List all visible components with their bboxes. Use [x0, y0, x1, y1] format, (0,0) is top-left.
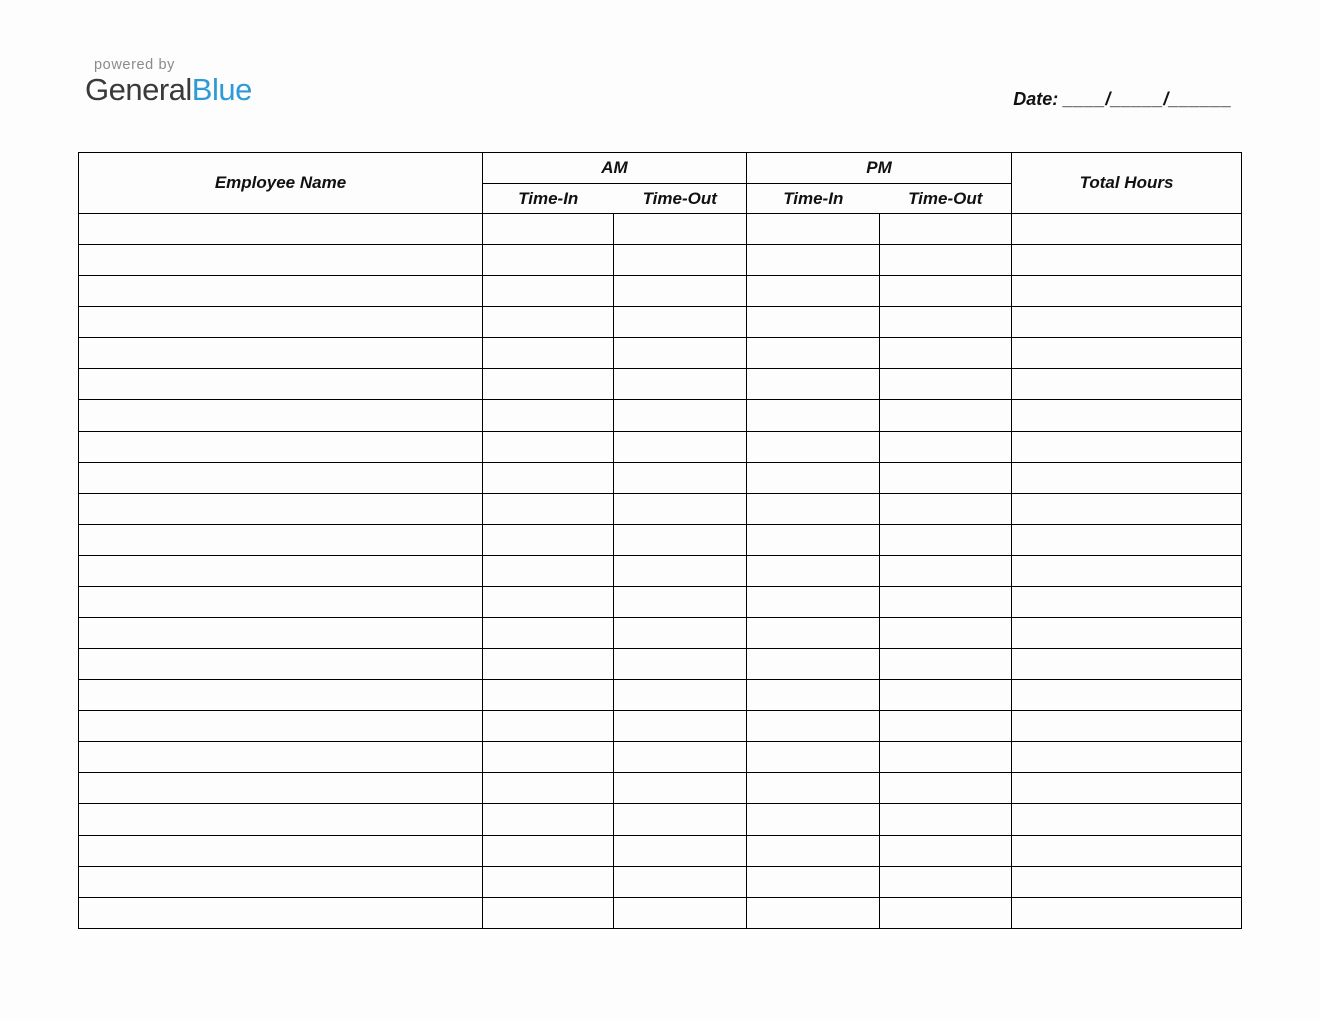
cell-am-time-out[interactable]: [614, 866, 747, 897]
cell-pm-time-out[interactable]: [880, 214, 1012, 245]
timesheet-table: [78, 152, 1242, 929]
cell-total-hours[interactable]: [1012, 369, 1242, 400]
cell-total-hours[interactable]: [1012, 773, 1242, 804]
cell-am-time-in[interactable]: [483, 866, 614, 897]
table-row: [79, 804, 1242, 835]
col-header-am-time-out: Time-Out: [614, 184, 747, 214]
cell-pm-time-out[interactable]: [880, 431, 1012, 462]
table-row: [79, 245, 1242, 276]
col-header-pm: PM: [747, 153, 1012, 184]
cell-pm-time-out[interactable]: [880, 400, 1012, 431]
cell-employee-name[interactable]: [79, 649, 483, 680]
cell-total-hours[interactable]: [1012, 214, 1242, 245]
cell-employee-name[interactable]: [79, 897, 483, 928]
cell-pm-time-in[interactable]: [747, 742, 880, 773]
table-row: [79, 431, 1242, 462]
cell-am-time-out[interactable]: [614, 897, 747, 928]
cell-pm-time-out[interactable]: [880, 773, 1012, 804]
cell-am-time-in[interactable]: [483, 680, 614, 711]
cell-pm-time-in[interactable]: [747, 214, 880, 245]
cell-pm-time-in[interactable]: [747, 245, 880, 276]
table-row: [79, 214, 1242, 245]
cell-am-time-out[interactable]: [614, 462, 747, 493]
cell-pm-time-in[interactable]: [747, 400, 880, 431]
table-row: [79, 649, 1242, 680]
cell-pm-time-in[interactable]: [747, 618, 880, 649]
cell-am-time-in[interactable]: [483, 400, 614, 431]
cell-am-time-in[interactable]: [483, 369, 614, 400]
cell-total-hours[interactable]: [1012, 711, 1242, 742]
cell-am-time-in[interactable]: [483, 835, 614, 866]
col-header-pm-time-out: Time-Out: [880, 184, 1012, 214]
cell-total-hours[interactable]: [1012, 462, 1242, 493]
cell-pm-time-out[interactable]: [880, 897, 1012, 928]
cell-am-time-out[interactable]: [614, 586, 747, 617]
col-header-am: AM: [483, 153, 747, 184]
cell-pm-time-out[interactable]: [880, 835, 1012, 866]
cell-employee-name[interactable]: [79, 835, 483, 866]
cell-employee-name[interactable]: [79, 493, 483, 524]
cell-pm-time-in[interactable]: [747, 804, 880, 835]
cell-am-time-in[interactable]: [483, 742, 614, 773]
col-header-am-time-in: Time-In: [483, 184, 614, 214]
cell-total-hours[interactable]: [1012, 649, 1242, 680]
cell-pm-time-out[interactable]: [880, 742, 1012, 773]
cell-employee-name[interactable]: [79, 524, 483, 555]
cell-total-hours[interactable]: [1012, 866, 1242, 897]
table-row: [79, 680, 1242, 711]
cell-am-time-in[interactable]: [483, 462, 614, 493]
cell-am-time-in[interactable]: [483, 804, 614, 835]
cell-pm-time-in[interactable]: [747, 711, 880, 742]
timesheet-body: [79, 214, 1242, 929]
date-blanks[interactable]: ____/_____/______: [1063, 89, 1232, 109]
table-row: [79, 866, 1242, 897]
cell-am-time-in[interactable]: [483, 555, 614, 586]
cell-total-hours[interactable]: [1012, 276, 1242, 307]
table-row: [79, 400, 1242, 431]
cell-pm-time-out[interactable]: [880, 369, 1012, 400]
table-row: [79, 338, 1242, 369]
cell-am-time-in[interactable]: [483, 307, 614, 338]
brand-wordmark: [85, 74, 252, 107]
cell-employee-name[interactable]: [79, 586, 483, 617]
cell-am-time-out[interactable]: [614, 369, 747, 400]
table-row: [79, 555, 1242, 586]
cell-employee-name[interactable]: [79, 338, 483, 369]
cell-total-hours[interactable]: [1012, 524, 1242, 555]
cell-pm-time-out[interactable]: [880, 338, 1012, 369]
cell-total-hours[interactable]: [1012, 618, 1242, 649]
cell-am-time-in[interactable]: [483, 773, 614, 804]
cell-pm-time-in[interactable]: [747, 276, 880, 307]
table-row: [79, 276, 1242, 307]
cell-am-time-out[interactable]: [614, 711, 747, 742]
col-header-total-hours: Total Hours: [1012, 153, 1242, 214]
cell-am-time-out[interactable]: [614, 338, 747, 369]
cell-pm-time-in[interactable]: [747, 524, 880, 555]
cell-am-time-in[interactable]: [483, 431, 614, 462]
cell-pm-time-out[interactable]: [880, 649, 1012, 680]
table-row: [79, 835, 1242, 866]
brand-logo: [85, 57, 252, 107]
cell-pm-time-in[interactable]: [747, 835, 880, 866]
cell-am-time-out[interactable]: [614, 835, 747, 866]
table-row: [79, 711, 1242, 742]
cell-pm-time-out[interactable]: [880, 462, 1012, 493]
cell-pm-time-out[interactable]: [880, 618, 1012, 649]
cell-am-time-in[interactable]: [483, 524, 614, 555]
cell-pm-time-in[interactable]: [747, 555, 880, 586]
cell-employee-name[interactable]: [79, 307, 483, 338]
cell-total-hours[interactable]: [1012, 431, 1242, 462]
cell-pm-time-out[interactable]: [880, 493, 1012, 524]
cell-am-time-out[interactable]: [614, 214, 747, 245]
table-row: [79, 493, 1242, 524]
cell-total-hours[interactable]: [1012, 400, 1242, 431]
cell-total-hours[interactable]: [1012, 680, 1242, 711]
cell-am-time-out[interactable]: [614, 400, 747, 431]
cell-total-hours[interactable]: [1012, 804, 1242, 835]
table-row: [79, 307, 1242, 338]
cell-total-hours[interactable]: [1012, 493, 1242, 524]
cell-employee-name[interactable]: [79, 400, 483, 431]
cell-am-time-out[interactable]: [614, 804, 747, 835]
table-row: [79, 618, 1242, 649]
cell-am-time-in[interactable]: [483, 276, 614, 307]
brand-blue-text: Blue: [191, 72, 252, 107]
cell-am-time-in[interactable]: [483, 245, 614, 276]
cell-am-time-out[interactable]: [614, 773, 747, 804]
cell-am-time-in[interactable]: [483, 586, 614, 617]
cell-pm-time-in[interactable]: [747, 462, 880, 493]
cell-total-hours[interactable]: [1012, 307, 1242, 338]
cell-pm-time-out[interactable]: [880, 245, 1012, 276]
cell-pm-time-in[interactable]: [747, 680, 880, 711]
cell-employee-name[interactable]: [79, 245, 483, 276]
cell-pm-time-out[interactable]: [880, 307, 1012, 338]
cell-am-time-out[interactable]: [614, 493, 747, 524]
cell-employee-name[interactable]: [79, 462, 483, 493]
cell-pm-time-in[interactable]: [747, 586, 880, 617]
cell-employee-name[interactable]: [79, 369, 483, 400]
cell-pm-time-out[interactable]: [880, 524, 1012, 555]
col-header-employee-name: Employee Name: [79, 153, 483, 214]
cell-employee-name[interactable]: [79, 276, 483, 307]
cell-pm-time-in[interactable]: [747, 369, 880, 400]
cell-am-time-out[interactable]: [614, 431, 747, 462]
cell-pm-time-out[interactable]: [880, 276, 1012, 307]
cell-pm-time-in[interactable]: [747, 773, 880, 804]
cell-am-time-out[interactable]: [614, 742, 747, 773]
col-header-pm-time-in: Time-In: [747, 184, 880, 214]
cell-am-time-in[interactable]: [483, 618, 614, 649]
cell-total-hours[interactable]: [1012, 555, 1242, 586]
table-row: [79, 586, 1242, 617]
cell-am-time-out[interactable]: [614, 245, 747, 276]
cell-am-time-out[interactable]: [614, 524, 747, 555]
date-label: Date:: [1013, 89, 1059, 109]
powered-by-text: powered by: [94, 57, 175, 73]
table-row: [79, 773, 1242, 804]
cell-pm-time-in[interactable]: [747, 307, 880, 338]
cell-total-hours[interactable]: [1012, 338, 1242, 369]
cell-am-time-out[interactable]: [614, 680, 747, 711]
cell-am-time-in[interactable]: [483, 649, 614, 680]
cell-am-time-in[interactable]: [483, 338, 614, 369]
cell-am-time-out[interactable]: [614, 276, 747, 307]
cell-pm-time-in[interactable]: [747, 338, 880, 369]
date-field: [1013, 89, 1232, 110]
cell-pm-time-out[interactable]: [880, 586, 1012, 617]
cell-pm-time-out[interactable]: [880, 866, 1012, 897]
table-row: [79, 369, 1242, 400]
cell-am-time-in[interactable]: [483, 711, 614, 742]
cell-pm-time-in[interactable]: [747, 493, 880, 524]
cell-pm-time-out[interactable]: [880, 711, 1012, 742]
cell-am-time-out[interactable]: [614, 649, 747, 680]
cell-total-hours[interactable]: [1012, 835, 1242, 866]
cell-pm-time-out[interactable]: [880, 804, 1012, 835]
cell-employee-name[interactable]: [79, 804, 483, 835]
table-header: [79, 153, 1242, 214]
cell-am-time-out[interactable]: [614, 618, 747, 649]
cell-total-hours[interactable]: [1012, 245, 1242, 276]
cell-pm-time-in[interactable]: [747, 649, 880, 680]
cell-employee-name[interactable]: [79, 742, 483, 773]
table-row: [79, 524, 1242, 555]
cell-total-hours[interactable]: [1012, 897, 1242, 928]
cell-employee-name[interactable]: [79, 618, 483, 649]
cell-pm-time-out[interactable]: [880, 680, 1012, 711]
cell-total-hours[interactable]: [1012, 742, 1242, 773]
cell-am-time-out[interactable]: [614, 307, 747, 338]
table-row: [79, 462, 1242, 493]
cell-am-time-in[interactable]: [483, 897, 614, 928]
cell-employee-name[interactable]: [79, 773, 483, 804]
cell-employee-name[interactable]: [79, 680, 483, 711]
cell-employee-name[interactable]: [79, 555, 483, 586]
cell-total-hours[interactable]: [1012, 586, 1242, 617]
cell-pm-time-in[interactable]: [747, 866, 880, 897]
header-group-row: [79, 153, 1242, 184]
cell-am-time-in[interactable]: [483, 214, 614, 245]
cell-employee-name[interactable]: [79, 711, 483, 742]
table-row: [79, 742, 1242, 773]
cell-am-time-out[interactable]: [614, 555, 747, 586]
cell-employee-name[interactable]: [79, 431, 483, 462]
brand-general-text: General: [85, 72, 192, 107]
cell-pm-time-in[interactable]: [747, 897, 880, 928]
table-row: [79, 897, 1242, 928]
cell-pm-time-in[interactable]: [747, 431, 880, 462]
cell-employee-name[interactable]: [79, 866, 483, 897]
cell-pm-time-out[interactable]: [880, 555, 1012, 586]
cell-employee-name[interactable]: [79, 214, 483, 245]
cell-am-time-in[interactable]: [483, 493, 614, 524]
